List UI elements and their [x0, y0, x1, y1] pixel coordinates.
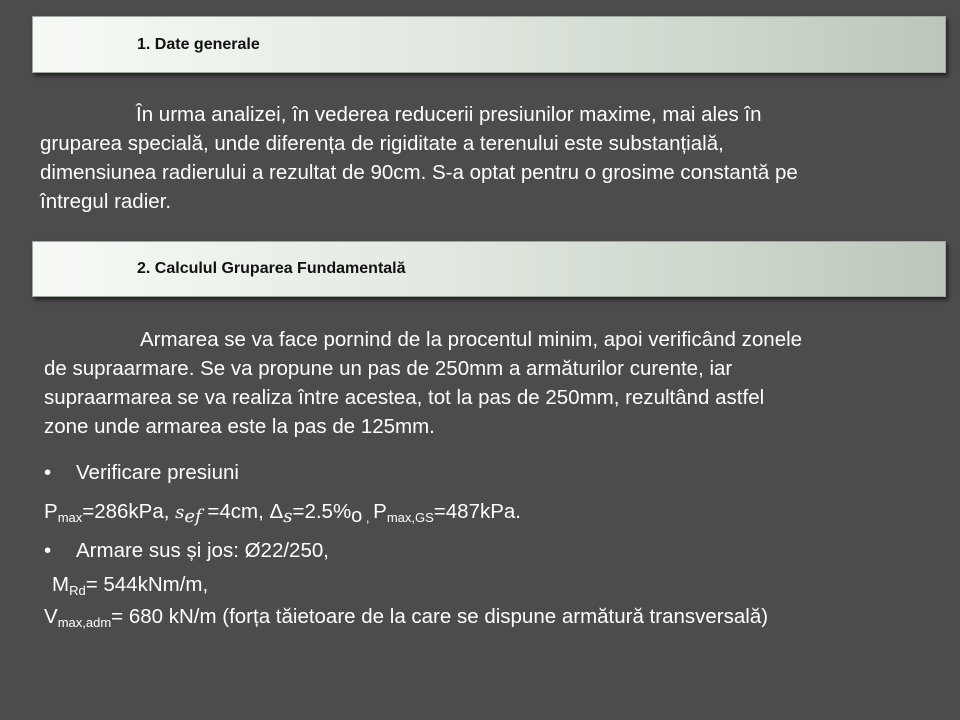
paragraph-general	[40, 100, 798, 216]
paragraph-line: În urma analizei, în vederea reducerii presiunilor maxime, mai ales în	[136, 103, 762, 126]
paragraph-line: zone unde armarea este la pas de 125mm.	[44, 415, 435, 438]
bullet-text: Verificare presiuni	[76, 461, 239, 484]
paragraph-line: gruparea specială, unde diferența de rigiditate a terenului este substanțială,	[40, 132, 724, 155]
paragraph-reinforcement	[44, 325, 802, 441]
bullet-text: Armare sus și jos: Ø22/250,	[76, 539, 329, 562]
pressure-values: $P_{max}=286kPa$, $s_{ef} =4cm$, $\Delta_s=2.5\%_o$ $_,$ $P_{max,GS}=487kPa$.	[44, 500, 521, 527]
bullet-armare	[44, 539, 329, 563]
section-title-2: 2. Calculul Gruparea Fundamentală	[137, 260, 406, 277]
bullet-marker: •	[44, 461, 52, 484]
section-title-1: 1. Date generale	[137, 35, 260, 53]
section-header-1	[32, 16, 946, 73]
shear-value: $V_{max,adm}= 680$ kN/m (forța tăietoare de la care se dispune armătură transversală)	[44, 605, 769, 630]
section-header-2	[32, 241, 946, 297]
bullet-marker: •	[44, 539, 52, 562]
paragraph-line: întregul radier.	[40, 190, 172, 213]
paragraph-line: Armarea se va face pornind de la procentul minim, apoi verificând zonele	[140, 328, 803, 351]
paragraph-line: dimensiunea radierului a rezultat de 90cm. S-a optat pentru o grosime constantă pe	[40, 161, 798, 184]
paragraph-line: de supraarmare. Se va propune un pas de 250mm a armăturilor curente, iar	[44, 357, 733, 380]
bullet-verificare-presiuni	[44, 461, 239, 485]
moment-value: $M_{Rd}= 544kNm/m$,	[52, 573, 209, 598]
paragraph-line: supraarmarea se va realiza între acestea, tot la pas de 250mm, rezultând astfel	[44, 386, 765, 409]
